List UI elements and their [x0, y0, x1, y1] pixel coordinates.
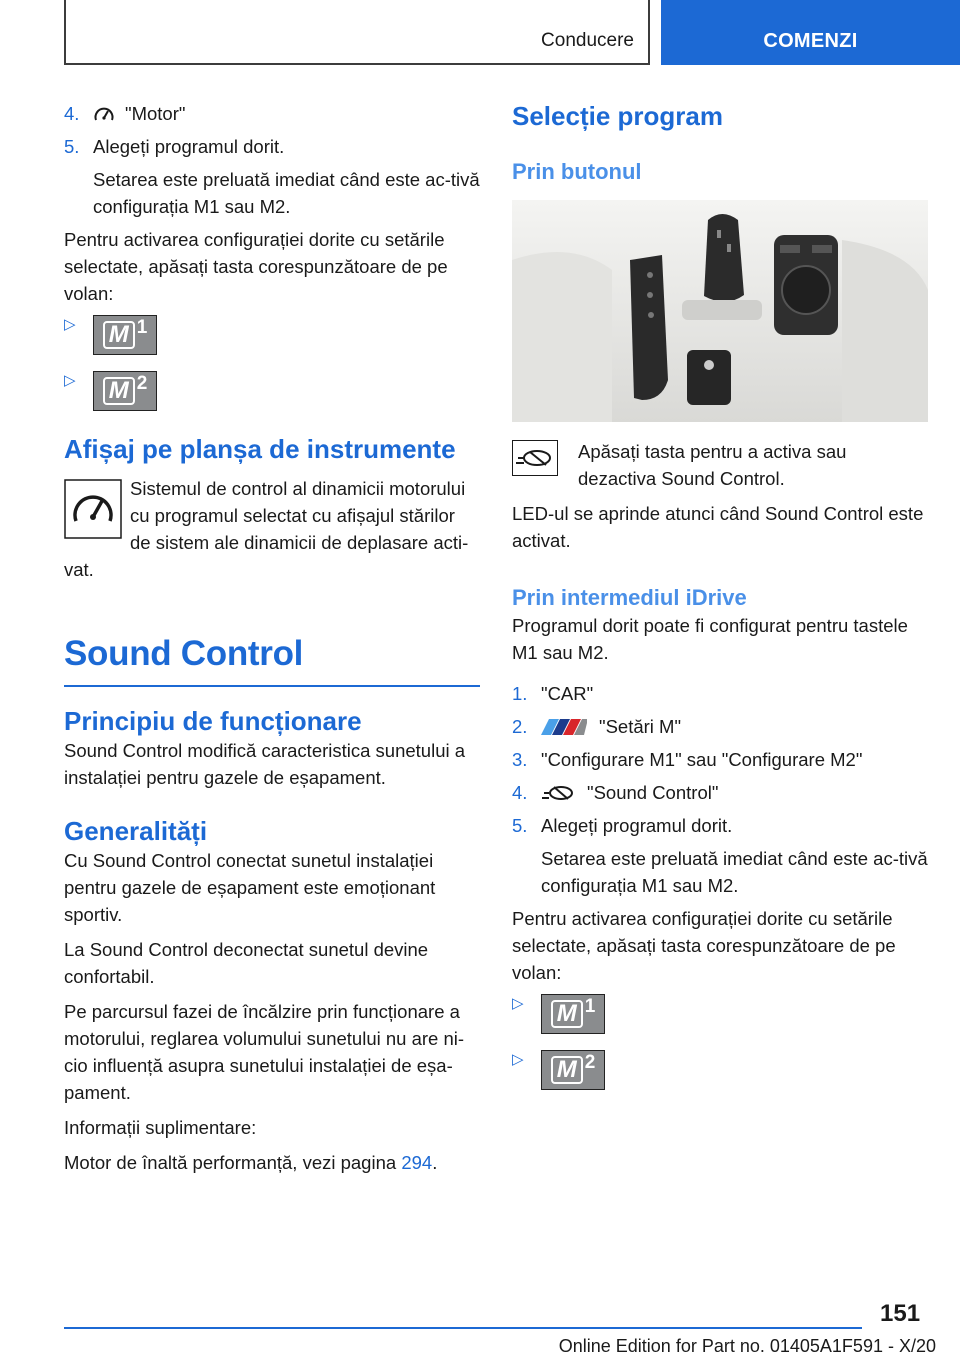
list-item [64, 133, 480, 160]
idrive-text: Programul dorit poate fi configurat pentru tastele M1 sau M2. [512, 615, 908, 663]
via-button-heading: Prin butonul [512, 159, 642, 184]
step-number: 5. [64, 136, 80, 157]
step-text: "Motor" [125, 103, 186, 124]
via-idrive-heading: Prin intermediul iDrive [512, 585, 747, 610]
list-item [64, 315, 480, 355]
activation-text: Pentru activarea configurației dorite cu setările selectate, apăsați tasta corespunzătoare de pe volan: [512, 908, 896, 983]
step-number: 4. [64, 103, 80, 124]
general-heading: Generalități [64, 816, 208, 846]
sound-control-title: Sound Control [64, 634, 304, 673]
list-item [512, 680, 928, 707]
speedometer-icon [64, 479, 122, 539]
step-number: 3. [512, 749, 528, 770]
step-text: Alegeți programul dorit. [541, 815, 733, 836]
step-text: "Sound Control" [587, 782, 719, 803]
step-note: Setarea este preluată imediat când este ac-tivă configurația M1 sau M2. [541, 848, 928, 896]
step-note: Setarea este preluată imediat când este ac-tivă configurația M1 sau M2. [93, 169, 480, 217]
header-chapter-tab[interactable] [64, 0, 650, 65]
m-stripes-icon [541, 719, 587, 735]
step-number: 2. [512, 716, 528, 737]
triangle-bullet-icon: ▷ [64, 372, 76, 389]
page-link[interactable]: 294 [401, 1152, 433, 1173]
list-item [512, 1050, 928, 1090]
header-section-tab[interactable] [661, 0, 960, 65]
footer-edition: Online Edition for Part no. 01405A1F591 - X/20 [558, 1336, 936, 1356]
step-text: "CAR" [541, 683, 594, 704]
sound-control-icon [541, 783, 575, 803]
m1-button[interactable]: M 1 [541, 994, 605, 1034]
title-rule [64, 685, 480, 687]
display-heading: Afișaj pe planșa de instrumente [64, 434, 456, 464]
general-paragraph: Pe parcursul fazei de încălzire prin funcționare a motorului, reglarea volumului sunetului nu are ni-cio influență asupra sunetului instalației de eșa-pament. [64, 1001, 465, 1103]
principle-text: Sound Control modifică caracteristica sunetului a instalației pentru gazele de eșapament. [64, 740, 466, 788]
triangle-bullet-icon: ▷ [64, 316, 76, 333]
list-item [512, 746, 928, 773]
triangle-bullet-icon: ▷ [512, 1051, 524, 1068]
step-number: 4. [512, 782, 528, 803]
general-paragraph: Cu Sound Control conectat sunetul instalației pentru gazele de eșapament este emoționant sportiv. [64, 850, 436, 925]
button-text: Apăsați tasta pentru a activa sau dezactiva Sound Control. [578, 441, 847, 489]
program-selection-heading: Selecție program [512, 101, 723, 131]
step-text: "Setări M" [599, 716, 682, 737]
display-text: Sistemul de control al dinamicii motorului cu programul selectat cu afișajul stărilor de sistem ale dinamicii de deplasare acti-vat. [64, 478, 469, 580]
step-number: 5. [512, 815, 528, 836]
led-text: LED-ul se aprinde atunci când Sound Control este activat. [512, 503, 924, 551]
speedometer-icon [93, 105, 115, 123]
list-item [512, 779, 928, 806]
m2-button[interactable]: M 2 [541, 1050, 605, 1090]
left-column [64, 100, 480, 1184]
list-item [64, 371, 480, 411]
page-number: 151 [880, 1300, 921, 1327]
triangle-bullet-icon: ▷ [512, 995, 524, 1012]
right-column [512, 100, 928, 1106]
header-section-label: COMENZI [763, 30, 858, 52]
list-item [512, 994, 928, 1034]
header-chapter-label: Conducere [541, 30, 634, 51]
m1-button[interactable]: M 1 [93, 315, 157, 355]
more-info-label: Informații suplimentare: [64, 1117, 257, 1138]
list-item [512, 812, 928, 839]
activation-text: Pentru activarea configurației dorite cu setările selectate, apăsați tasta corespunzătoare de pe volan: [64, 229, 448, 304]
sound-control-icon [512, 440, 568, 496]
m2-button[interactable]: M 2 [93, 371, 157, 411]
principle-heading: Principiu de funcționare [64, 706, 362, 736]
list-item [512, 713, 928, 740]
footer-rule [64, 1327, 862, 1329]
list-item [64, 100, 480, 127]
step-text: Alegeți programul dorit. [93, 136, 285, 157]
step-number: 1. [512, 683, 528, 704]
center-console-photo [512, 200, 928, 422]
step-text: "Configurare M1" sau "Configurare M2" [541, 749, 863, 770]
general-paragraph: La Sound Control deconectat sunetul devine confortabil. [64, 939, 429, 987]
more-info-text: Motor de înaltă performanță, vezi pagina 294. [64, 1152, 438, 1173]
